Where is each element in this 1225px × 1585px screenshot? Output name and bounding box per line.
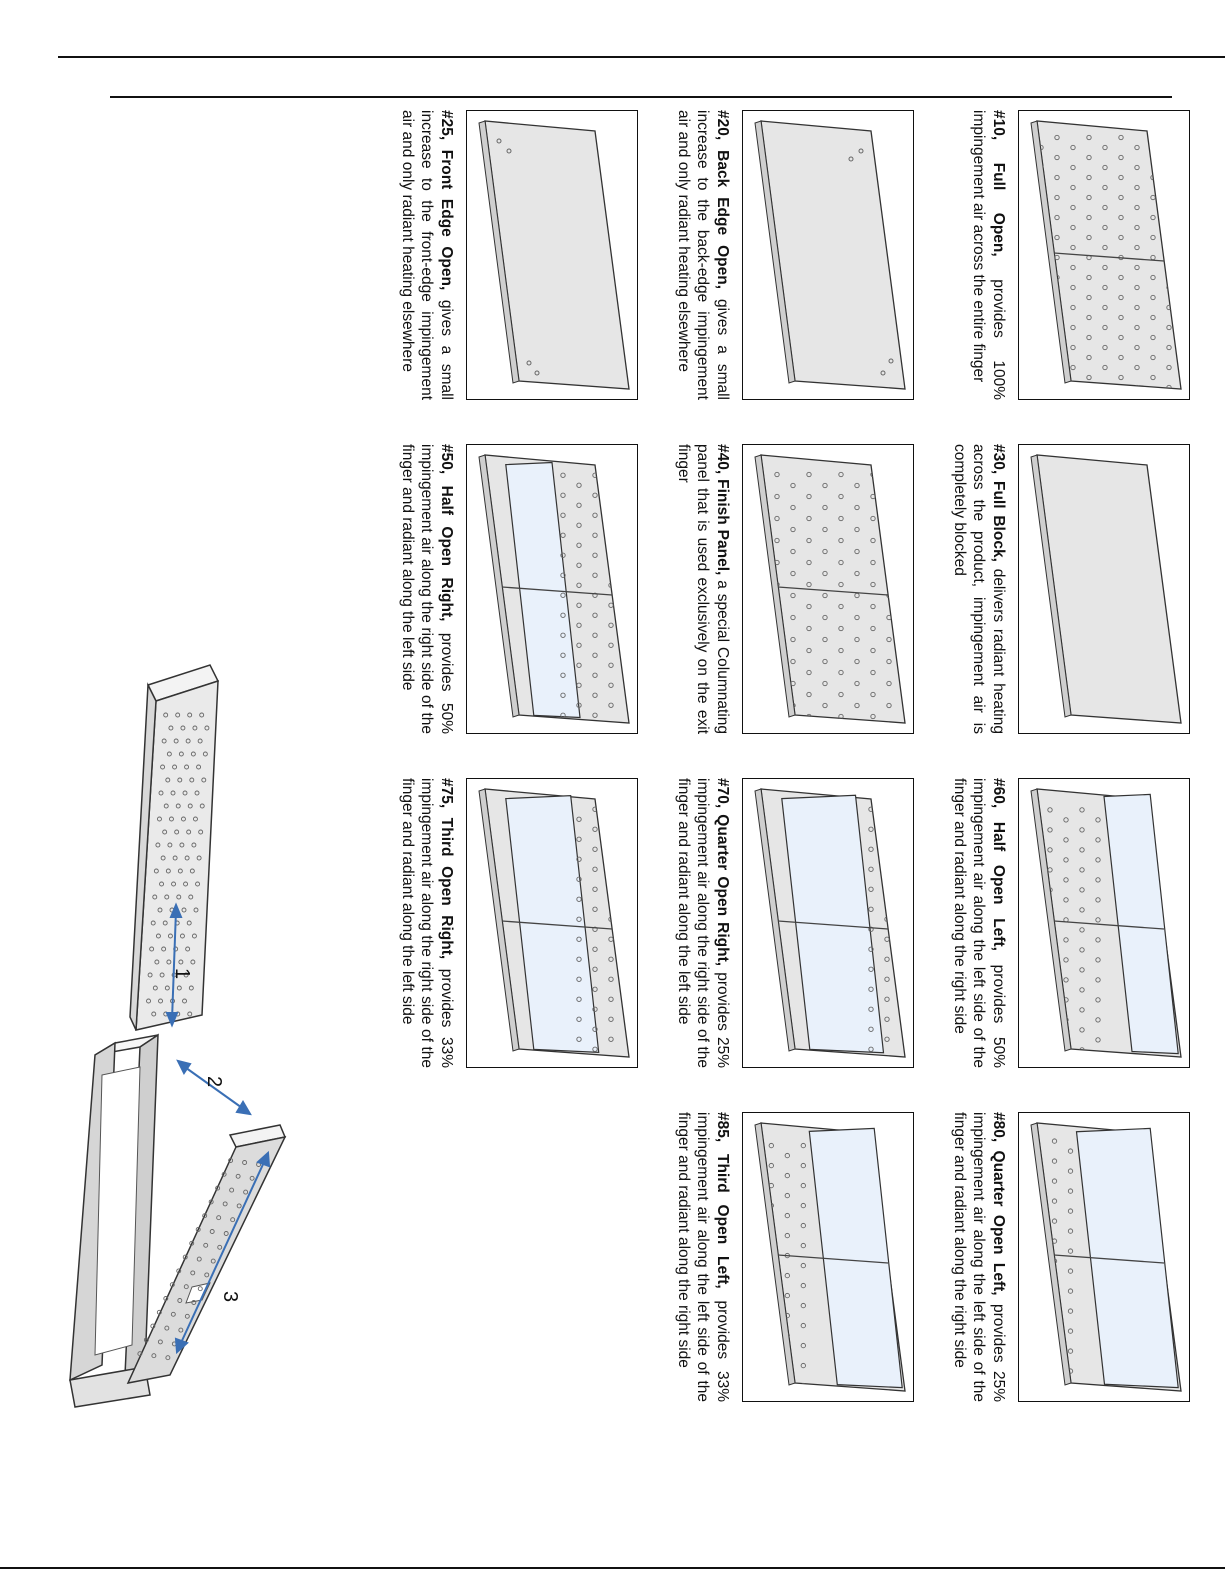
panel-description: gives a small increase to the front-edge impingement air and only radiant heating elsewhere — [398, 110, 455, 400]
panel-description: provides 100% impingement air across the entire finger — [970, 110, 1007, 400]
panel-code: #10, Full Open, — [990, 110, 1007, 257]
footer-rule — [0, 1567, 1225, 1569]
panel-illustration — [466, 444, 638, 734]
panel-caption — [949, 444, 1008, 734]
panel-illustration — [466, 110, 638, 400]
label-1: 1 — [171, 967, 194, 980]
panel-code: #60, Half Open Left, — [990, 778, 1007, 951]
panel-card — [397, 110, 638, 400]
panel-grid — [230, 110, 1190, 1430]
panel-illustration — [742, 1112, 914, 1402]
panel-card — [397, 778, 638, 1068]
panel-code: #20, Back Edge Open, — [714, 110, 731, 290]
panel-caption — [949, 1112, 1008, 1402]
panel-caption — [673, 110, 732, 400]
panel-card — [673, 110, 914, 400]
panel-card — [397, 444, 638, 734]
panel-description: provides 50% impingement air along the left side of the finger and radiant along the right side — [950, 778, 1007, 1068]
panel-description: provides 25% impingement air along the right side of the finger and radiant along the left side — [674, 778, 731, 1068]
panel-caption — [397, 778, 456, 1068]
panel-illustration — [1018, 778, 1190, 1068]
panel-card — [673, 444, 914, 734]
panel-description: gives a small increase to the back-edge impingement air and only radiant heating elsewhere — [674, 110, 731, 400]
panel-illustration — [742, 110, 914, 400]
panel-code: #25, Front Edge Open, — [438, 110, 455, 291]
panel-card — [673, 1112, 914, 1402]
panel-code: #70, Quarter Open Right, — [714, 778, 731, 967]
panel-illustration — [1018, 1112, 1190, 1402]
panel-caption — [673, 1112, 732, 1402]
label-2: 2 — [203, 1075, 226, 1088]
panel-caption — [949, 778, 1008, 1068]
panel-card — [949, 1112, 1190, 1402]
panel-description: provides 50% impingement air along the right side of the finger and radiant along the left side — [398, 444, 455, 734]
panel-illustration — [1018, 444, 1190, 734]
panel-description: a special Columnating panel that is used exclusively on the exit finger — [674, 444, 731, 735]
panel-card — [673, 778, 914, 1068]
panel-illustration — [466, 778, 638, 1068]
panel-illustration — [1018, 110, 1190, 400]
panel-caption — [969, 110, 1008, 400]
panel-code: #80, Quarter Open Left, — [990, 1112, 1007, 1296]
panel-code: #30, Full Block, — [990, 444, 1007, 562]
panel-code: #85, Third Open Left, — [714, 1112, 731, 1289]
panel-description: provides 33% impingement air along the right side of the finger and radiant along the left side — [398, 778, 455, 1068]
panel-caption — [673, 444, 732, 734]
panel-description: delivers radiant heating across the product, impingement air is completely blocked — [950, 444, 1007, 734]
top-rule — [58, 56, 1225, 58]
panel-card — [949, 778, 1190, 1068]
panel-code: #40, Finish Panel, — [714, 444, 731, 576]
panel-description: provides 25% impingement air along the left side of the finger and radiant along the right side — [950, 1112, 1007, 1402]
panel-card — [949, 444, 1190, 734]
finger-assembly-illustration — [40, 655, 300, 1415]
panel-caption — [673, 778, 732, 1068]
label-3: 3 — [219, 1290, 242, 1303]
panel-caption — [397, 110, 456, 400]
header-rule — [110, 96, 1172, 98]
panel-card — [969, 110, 1190, 400]
panel-illustration — [742, 444, 914, 734]
panel-caption — [397, 444, 456, 734]
panel-illustration — [742, 778, 914, 1068]
panel-description: provides 33% impingement air along the left side of the finger and radiant along the right side — [674, 1112, 731, 1402]
panel-code: #75, Third Open Right, — [438, 778, 455, 960]
panel-code: #50, Half Open Right, — [438, 444, 455, 622]
